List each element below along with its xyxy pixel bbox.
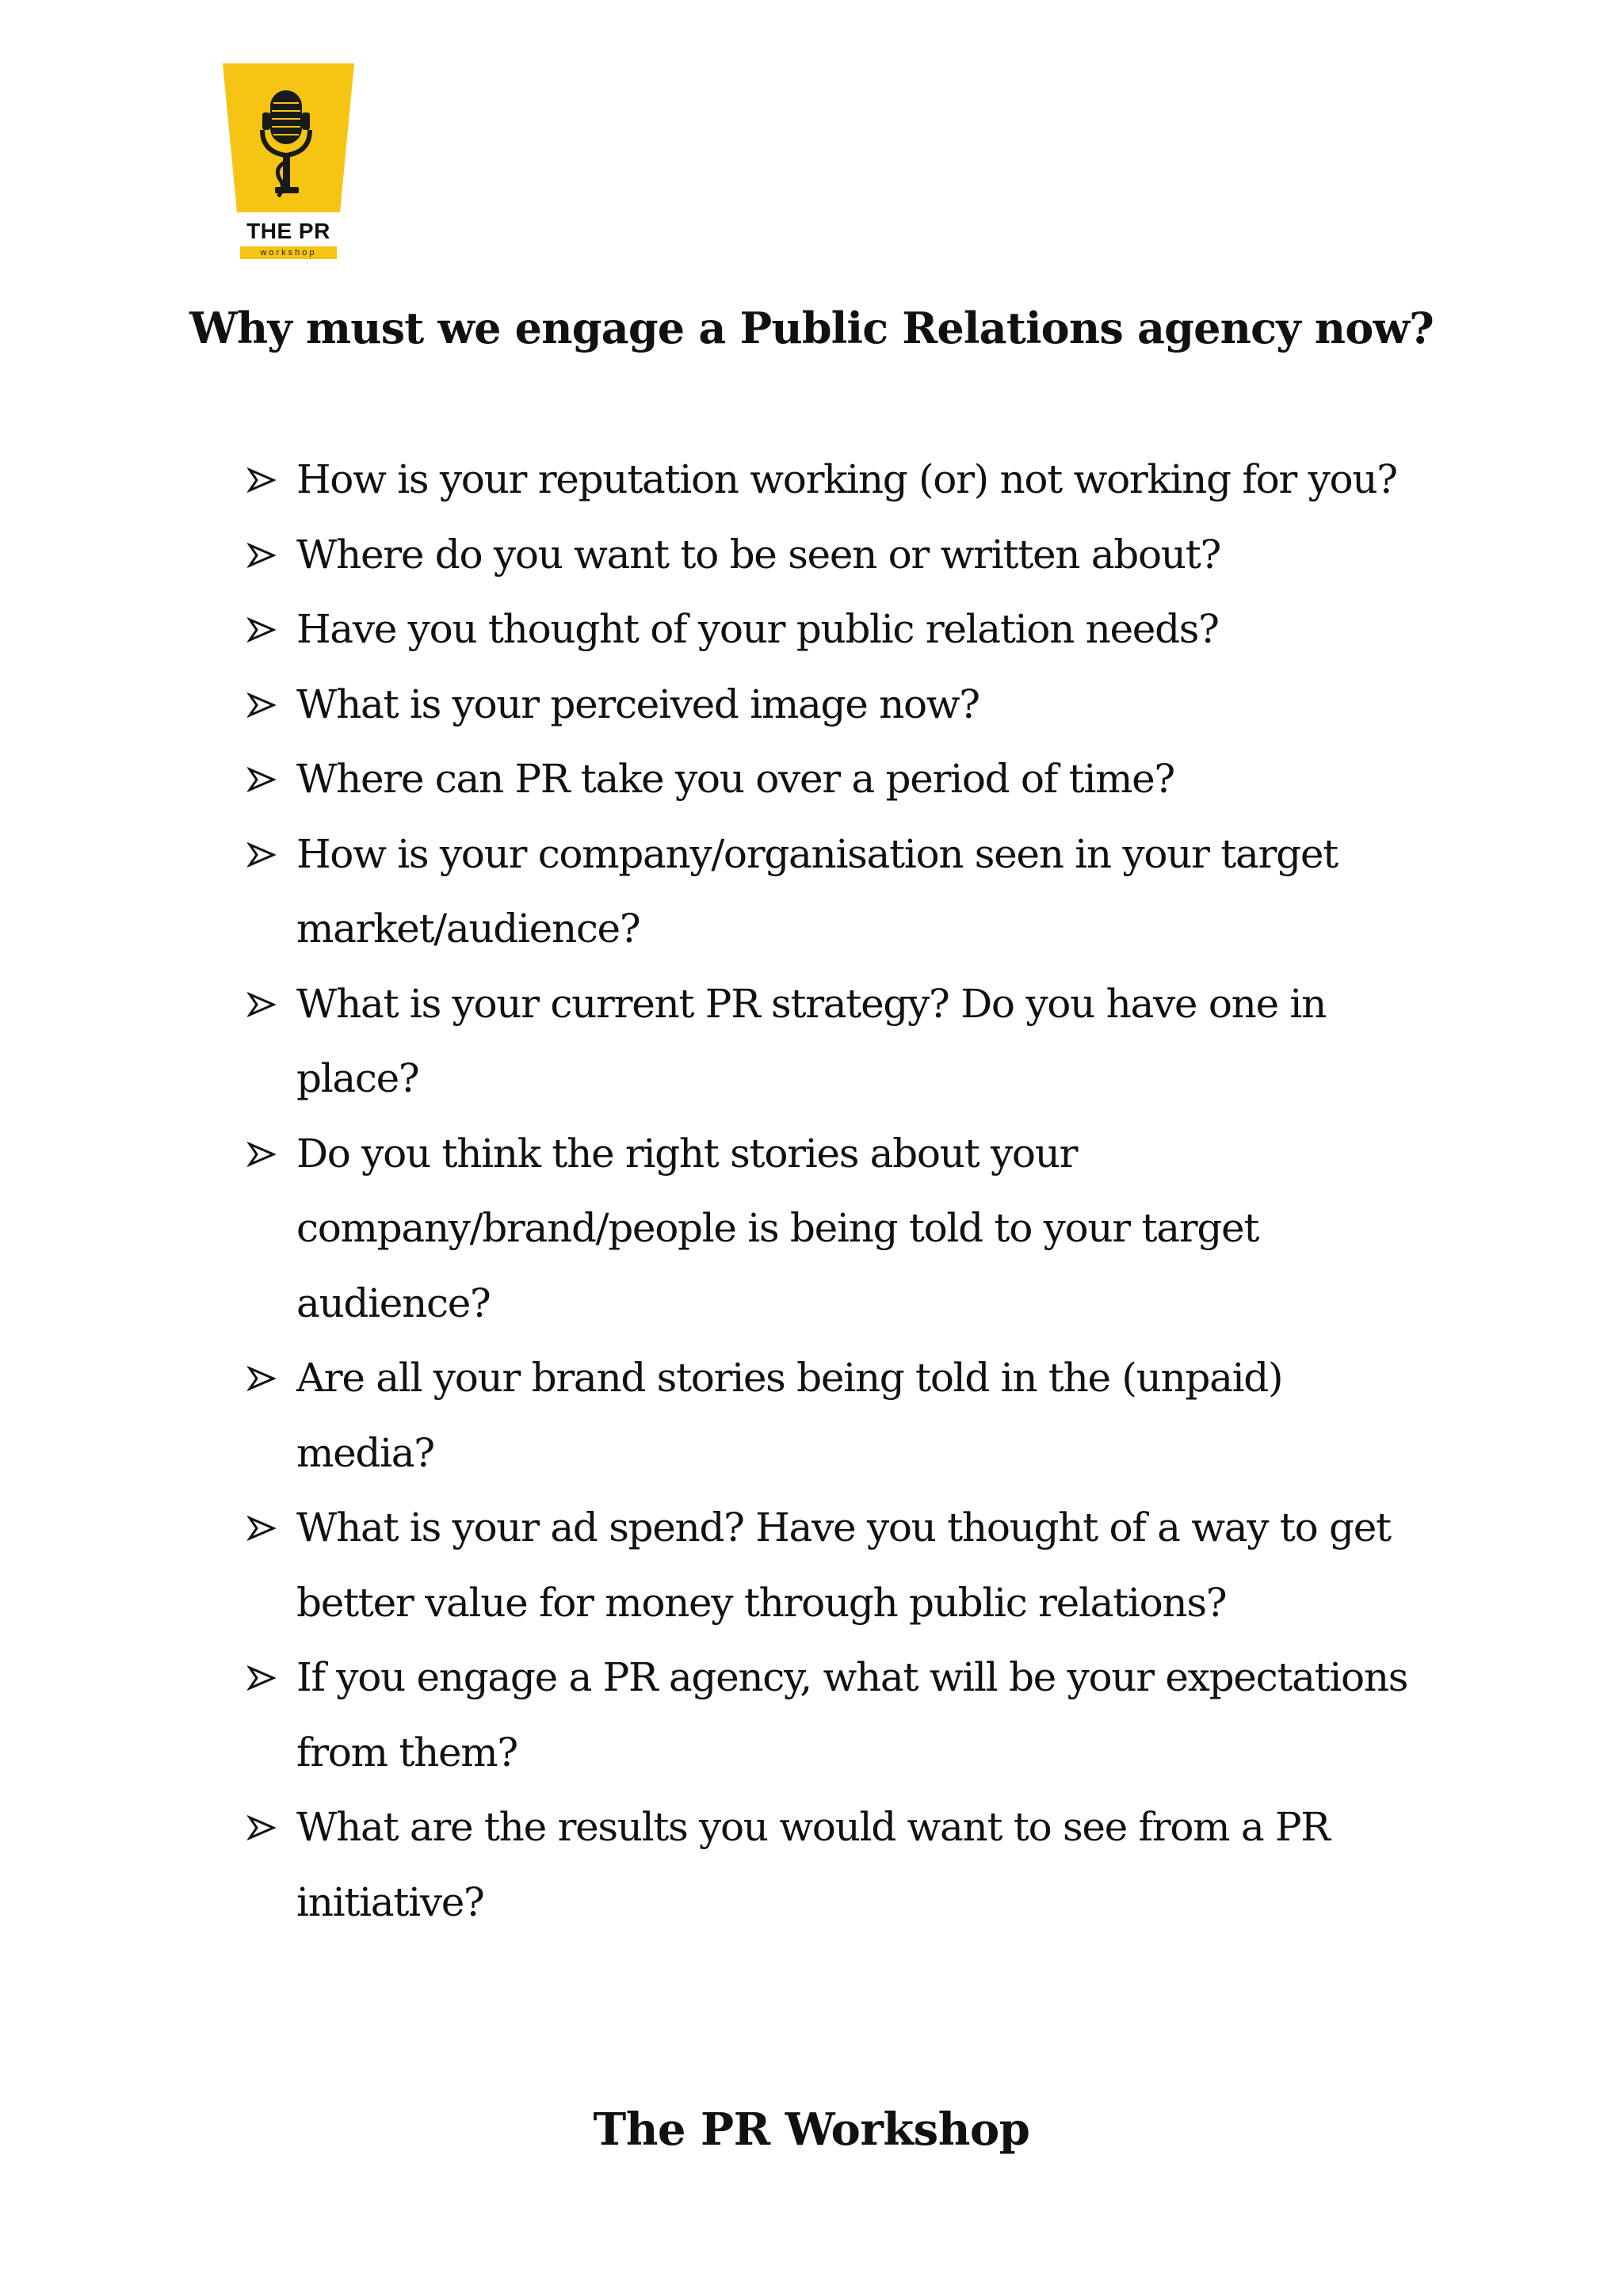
logo-subtitle: workshop [240,246,337,259]
question-text-line: Are all your brand stories being told in the (unpaid) [296,1355,1283,1401]
question-item [247,742,1468,817]
question-text-line: What is your perceived image now? [296,681,980,727]
question-text-line: audience? [296,1280,491,1326]
question-item [247,1640,1468,1790]
question-item [247,517,1468,593]
arrowhead-bullet-icon [247,1516,276,1541]
company-logo [223,63,354,261]
question-text-line: How is your company/organisation seen in your target [296,830,1338,877]
arrowhead-bullet-icon [247,617,276,643]
arrowhead-bullet-icon [247,692,276,718]
arrowhead-bullet-icon [247,992,276,1017]
arrowhead-bullet-icon [247,1366,276,1391]
logo-title: THE PR [246,219,330,243]
question-text-line: Do you think the right stories about your [296,1130,1078,1177]
arrowhead-bullet-icon [247,467,276,493]
question-text-line: How is your reputation working (or) not working for you? [296,456,1397,502]
question-text-line: What is your current PR strategy? Do you have one in [296,980,1327,1027]
question-item [247,592,1468,667]
question-text-line: better value for money through public relations? [296,1579,1227,1626]
question-text-line: initiative? [296,1878,484,1925]
arrowhead-bullet-icon [247,1665,276,1691]
question-text-line: Where can PR take you over a period of time? [296,756,1174,802]
question-item [247,442,1468,517]
question-text-line: What are the results you would want to see from a PR [296,1804,1330,1850]
question-item [247,667,1468,742]
question-item [247,817,1468,967]
page-title: Why must we engage a Public Relations agency now? [189,303,1434,353]
question-text-line: Have you thought of your public relation needs? [296,606,1219,652]
question-text-line: market/audience? [296,906,640,952]
question-text-line: Where do you want to be seen or written about? [296,531,1221,578]
arrowhead-bullet-icon [247,543,276,568]
question-item [247,1790,1468,1939]
question-text-line: media? [296,1429,434,1476]
question-text-line: place? [296,1055,419,1101]
question-item [247,1116,1468,1341]
question-text-line: from them? [296,1729,517,1775]
question-item [247,1341,1468,1490]
arrowhead-bullet-icon [247,1142,276,1167]
arrowhead-bullet-icon [247,767,276,792]
footer-brand: The PR Workshop [593,2103,1030,2156]
question-text-line: If you engage a PR agency, what will be your expectations [296,1654,1408,1700]
question-item [247,1490,1468,1640]
arrowhead-bullet-icon [247,1815,276,1840]
question-item [247,967,1468,1116]
question-list [247,442,1468,1939]
question-text-line: company/brand/people is being told to your target [296,1205,1259,1251]
question-text-line: What is your ad spend? Have you thought of a way to get [296,1505,1391,1550]
arrowhead-bullet-icon [247,842,276,868]
